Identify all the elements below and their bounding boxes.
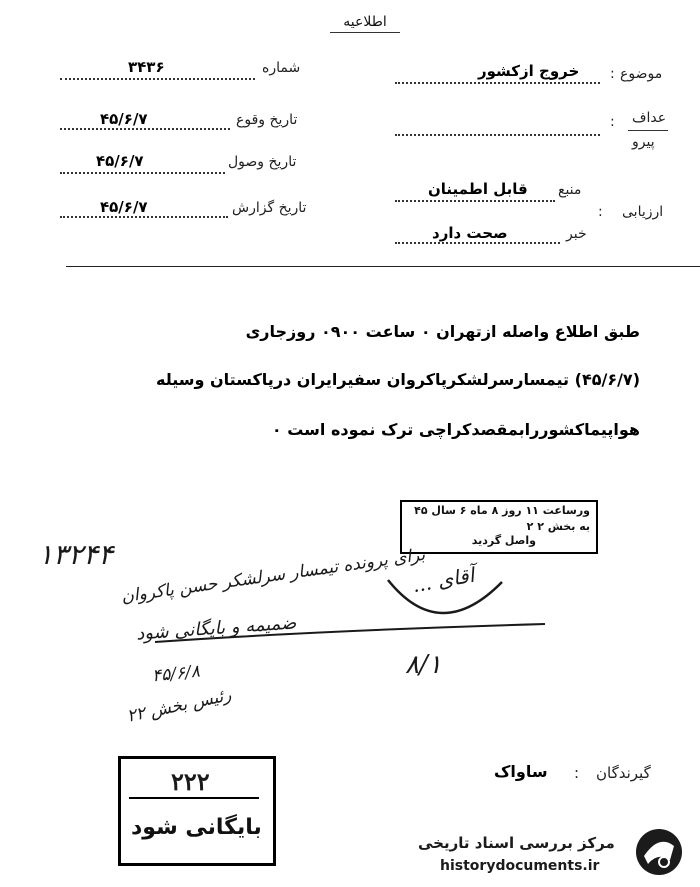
handwritten-figure: ۸/۱ [405,650,442,680]
handwritten-note-archive: ضمیمه و بایگانی شود [135,612,297,645]
evaluation-colon: : [598,204,603,220]
target-colon: : [610,114,615,130]
target-dots [395,134,600,136]
report-date-value: ۴۵/۶/۷ [100,198,148,216]
report-date-label: تاریخ گزارش [232,200,307,216]
archive-stamp-text: بایگانی شود [131,815,262,840]
occurrence-date-dots [60,128,230,130]
receipt-date-value: ۴۵/۶/۷ [96,152,144,170]
document-title: اطلاعیه [343,14,387,30]
handwritten-addressee: آقای ... [410,562,476,598]
archive-stamp-line [129,797,259,799]
number-dots [60,78,255,80]
body-line-3: هواپیماکشوررابمقصدکراچی ترک نموده است ۰ [271,420,640,439]
news-value: صحت دارد [432,224,508,242]
news-dots [395,242,560,244]
receipt-stamp-line-3: واصل گردید [471,534,536,547]
receipt-date-dots [60,172,225,174]
receipt-stamp-line-2: به بخش ۲ ۲ [526,520,590,533]
recipients-value: ساواک [494,762,548,781]
target-divider [628,130,668,131]
watermark-url: historydocuments.ir [440,858,600,874]
watermark-logo-icon [630,826,688,878]
subject-colon: : [610,66,615,82]
subject-value: خروج ازکشور [478,62,580,80]
subject-dots [395,82,600,84]
evaluation-label: ارزیابی [622,204,664,220]
receipt-date-label: تاریخ وصول [228,154,297,170]
number-label: شماره [262,60,301,76]
body-line-2: (۴۵/۶/۷) تیمسارسرلشکرپاکروان سفیرایران درپاکستان وسیله [156,370,640,389]
watermark-name: مرکز بررسی اسناد تاریخی [418,834,615,852]
handwritten-signature-note: رئیس بخش ۲۲ [125,685,234,727]
handwritten-date: ۴۵/۶/۸ [151,661,201,687]
occurrence-date-value: ۴۵/۶/۷ [100,110,148,128]
subject-label: موضوع [620,66,663,82]
number-value: ۳۴۳۶ [128,58,165,76]
header-separator [66,266,700,267]
report-date-dots [60,216,228,218]
archive-stamp [118,756,276,866]
source-value: قابل اطمینان [428,180,528,198]
receipt-stamp [400,500,598,554]
target-label: عداف [632,110,667,126]
follower-label: پیرو [632,134,655,150]
occurrence-date-label: تاریخ وقوع [236,112,298,128]
source-label: منبع [558,182,582,198]
archive-stamp-number: ۲۲۲ [171,767,210,796]
handwritten-number: ۱۳۲۴۴ [38,538,114,571]
receipt-stamp-line-1: ورساعت ۱۱ روز ۸ ماه ۶ سال ۴۵ [414,504,590,517]
news-label: خبر [566,226,587,242]
handwritten-note-file: برای پرونده تیمسار سرلشکر حسن پاکروان [120,544,427,608]
body-line-1: طبق اطلاع واصله ازتهران ۰ ساعت ۰۹۰۰ روزجاری [245,322,640,341]
source-dots [395,200,555,202]
recipients-label: گیرندگان [596,764,651,782]
title-underline [330,32,400,33]
recipients-colon: : [574,764,580,782]
